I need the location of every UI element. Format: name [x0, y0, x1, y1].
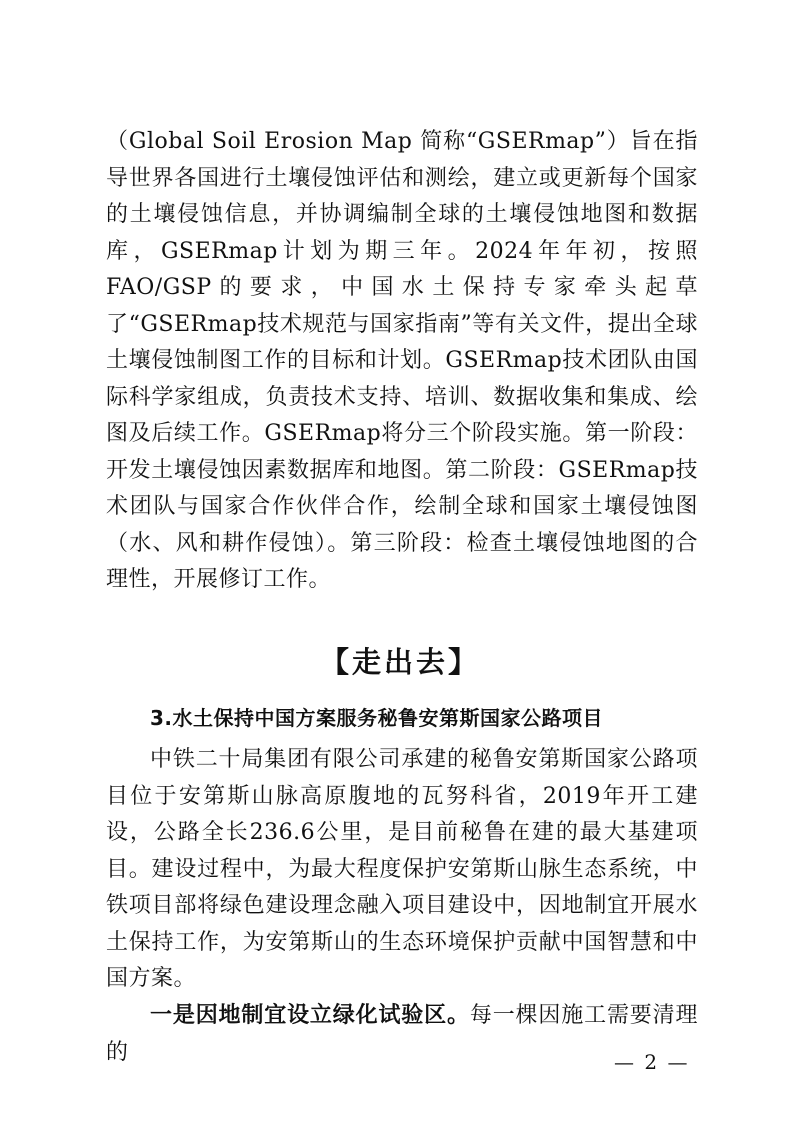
- section-heading: 【走出去】: [319, 645, 480, 679]
- point-lead-text: 一是因地制宜设立绿化试验区。: [150, 1003, 470, 1028]
- article-heading: 3.水土保持中国方案服务秘鲁安第斯国家公路项目: [150, 706, 604, 730]
- page-number: — 2 —: [614, 1050, 690, 1074]
- point-paragraph: [106, 998, 698, 1071]
- article-body-paragraph: 中铁二十局集团有限公司承建的秘鲁安第斯国家公路项目位于安第斯山脉高原腹地的瓦努科省，2019年开工建设，公路全长236.6公里，是目前秘鲁在建的最大基建项目。建设过程中，为最大程度保护安第斯山脉生态系统，中铁项目部将绿色建设理念融入项目建设中，因地制宜开展水土保持工作，为安第斯山的生态环境保护贡献中国智慧和中国方案。: [106, 747, 698, 991]
- point-body-text: 每一棵因施工需要清理的: [106, 1003, 698, 1065]
- continued-paragraph: （Global Soil Erosion Map 简称“GSERmap”）旨在指导世界各国进行土壤侵蚀评估和测绘，建立或更新每个国家的土壤侵蚀信息，并协调编制全球的土壤侵蚀地图和数据库，GSERmap计划为期三年。2024年年初，按照FAO/GSP的要求，中国水土保持专家牵头起草了“GSERmap技术规范与国家指南”等有关文件，提出全球土壤侵蚀制图工作的目标和计划。GSERmap技术团队由国际科学家组成，负责技术支持、培训、数据收集和集成、绘图及后续工作。GSERmap将分三个阶段实施。第一阶段：开发土壤侵蚀因素数据库和地图。第二阶段：GSERmap技术团队与国家合作伙伴合作，绘制全球和国家土壤侵蚀图（水、风和耕作侵蚀）。第三阶段：检查土壤侵蚀地图的合理性，开展修订工作。: [106, 129, 698, 592]
